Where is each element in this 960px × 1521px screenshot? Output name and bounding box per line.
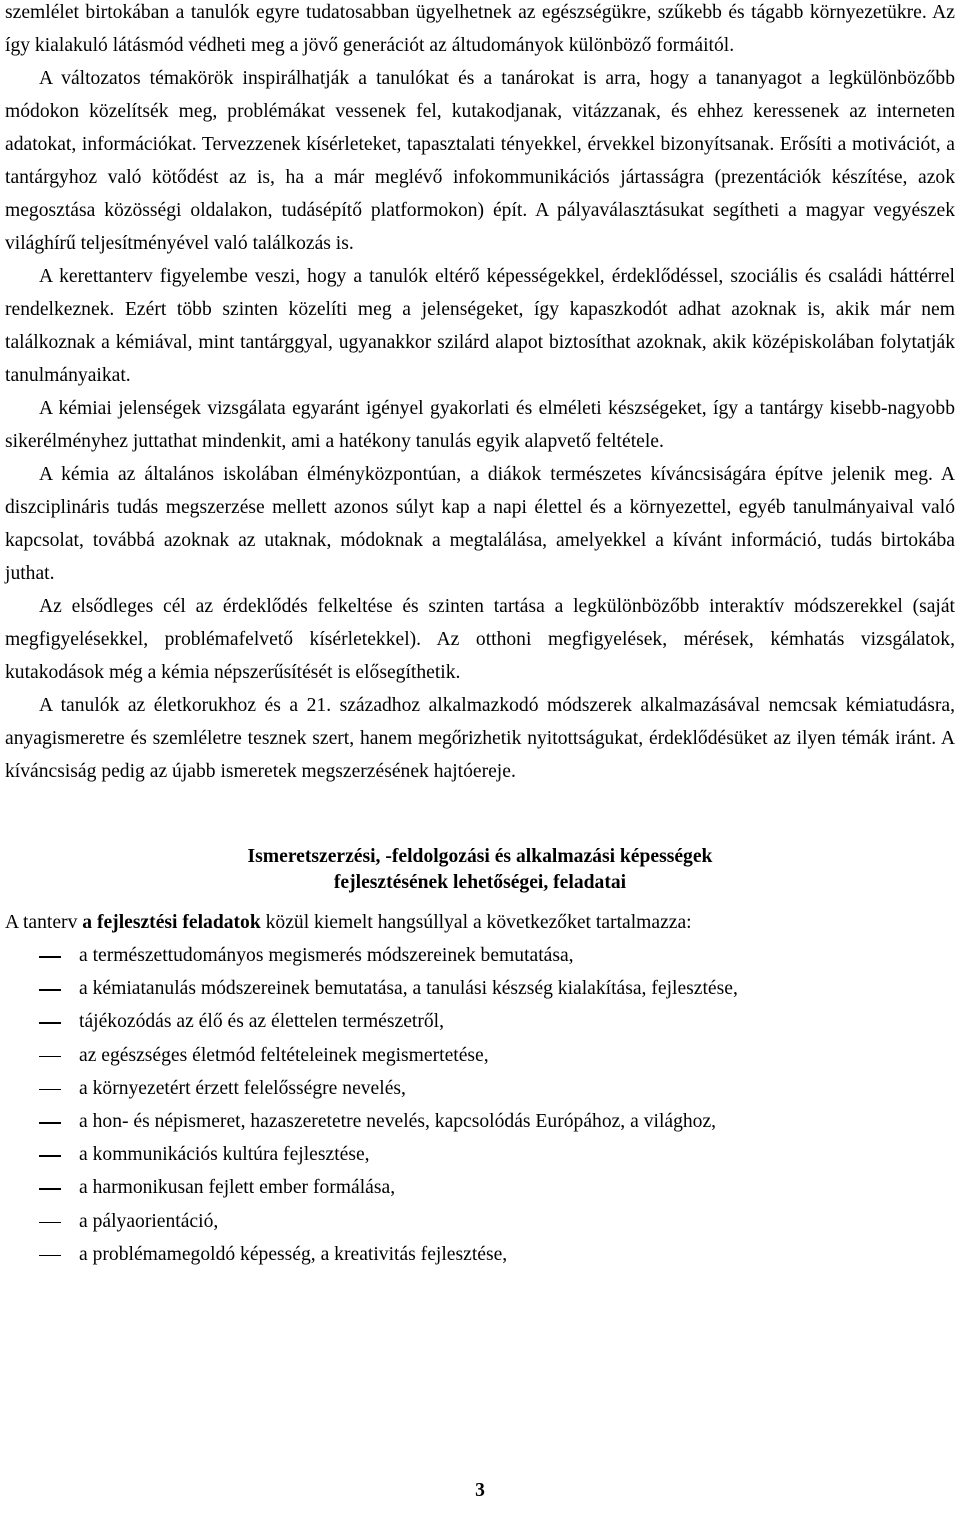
- list-item: [5, 1039, 955, 1072]
- dash-bullet-icon: [39, 1089, 61, 1091]
- list-item-text: a problémamegoldó képesség, a kreativitás fejlesztése,: [79, 1243, 508, 1265]
- paragraph-goal: Az elsődleges cél az érdeklődés felkeltése és szinten tartása a legkülönbözőbb interaktív módszerekkel (saját megfigyelésekkel, problémafelvető kísérletekkel). Az otthoni megfigyelések, mérések, kémhatás vizsgálatok, kutakodások még a kémia népszerűsítését is elősegíthetik.: [5, 596, 955, 683]
- list-item-text: a kommunikációs kultúra fejlesztése,: [79, 1144, 370, 1166]
- dash-bullet-icon: [39, 1188, 61, 1190]
- dash-bullet-icon: [39, 1155, 61, 1157]
- tasks-intro-bold: a fejlesztési feladatok: [82, 912, 261, 933]
- list-item: [5, 1238, 955, 1271]
- dash-bullet-icon: [39, 1222, 61, 1224]
- paragraph-curriculum: A kerettanterv figyelembe veszi, hogy a tanulók eltérő képességekkel, érdeklődéssel, szociális és családi háttérrel rendelkeznek. Ezért több szinten közelíti meg a jelenségeket, így kapaszkodót adhat azoknak is, akik már nem találkoznak a kémiával, mint tantárggyal, ugyanakkor szilárd alapot biztosíthat azoknak, akik középiskolában folytatják tanulmányaikat.: [5, 266, 955, 386]
- list-item-text: a kémiatanulás módszereinek bemutatása, a tanulási készség kialakítása, fejlesztése,: [79, 978, 738, 1000]
- list-item: [5, 972, 955, 1005]
- list-item-text: a hon- és népismeret, hazaszeretetre nevelés, kapcsolódás Európához, a világhoz,: [79, 1111, 717, 1133]
- list-item-text: az egészséges életmód feltételeinek megismertetése,: [79, 1044, 489, 1066]
- dash-bullet-icon: [39, 1022, 61, 1024]
- paragraph-methods: A tanulók az életkorukhoz és a 21. századhoz alkalmazkodó módszerek alkalmazásával nemcsak kémiatudásra, anyagismeretre és szemléletre tesznek szert, hanem megőrizhetik nyitottságukat, érdeklődésüket az ilyen témák iránt. A kíváncsiság pedig az újabb ismeretek megszerzésének hajtóereje.: [5, 695, 955, 782]
- section-heading-line-1: Ismeretszerzési, -feldolgozási és alkalmazási képességek: [247, 846, 713, 867]
- document-page: [5, 0, 955, 1271]
- paragraph-experience: A kémia az általános iskolában élményközpontúan, a diákok természetes kíváncsiságára építve jelenik meg. A diszciplináris tudás megszerzése mellett azonos súlyt kap a napi élettel és a környezettel, egyéb tanulmányaival való kapcsolat, továbbá azoknak az utaknak, módoknak a megtalálása, amelyekkel a kívánt információ, tudás birtokába juthat.: [5, 464, 955, 584]
- list-item: [5, 1072, 955, 1105]
- list-item-text: tájékozódás az élő és az élettelen természetről,: [79, 1011, 445, 1033]
- list-item: [5, 1005, 955, 1038]
- task-list: [5, 939, 955, 1271]
- paragraph-continuation: szemlélet birtokában a tanulók egyre tudatosabban ügyelhetnek az egészségükre, szűkebb és tágabb környezetükre. Az így kialakuló látásmód védheti meg a jövő generációt az áltudományok különböző formáitól.: [5, 2, 955, 56]
- list-item-text: a pályaorientáció,: [79, 1210, 219, 1232]
- section-heading-line-2: fejlesztésének lehetőségei, feladatai: [333, 872, 627, 893]
- dash-bullet-icon: [39, 1255, 61, 1257]
- tasks-intro: [5, 906, 955, 939]
- paragraph-topics: A változatos témakörök inspirálhatják a tanulókat és a tanárokat is arra, hogy a tananyagot a legkülönbözőbb módokon közelítsék meg, problémákat vessenek fel, kutakodjanak, vitázzanak, és ehhez keressenek az interneten adatokat, információkat. Tervezzenek kísérleteket, tapasztalati tényekkel, érvekkel bizonyítsanak. Erősíti a motivációt, a tantárgyhoz való kötődést az is, ha a már meglévő infokommunikációs jártasságra (prezentációk készítése, azok megosztása közösségi oldalakon, tudásépítő platformokon) épít. A pályaválasztásukat segítheti a magyar vegyészek világhírű teljesítményével való találkozás is.: [5, 68, 955, 254]
- dash-bullet-icon: [39, 989, 61, 991]
- list-item-text: a természettudományos megismerés módszereinek bemutatása,: [79, 945, 574, 966]
- list-item: [5, 1138, 955, 1171]
- list-item-text: a környezetért érzett felelősségre nevelés,: [79, 1077, 406, 1099]
- dash-bullet-icon: [39, 1122, 61, 1124]
- section-heading: [5, 844, 955, 896]
- list-item: [5, 1205, 955, 1238]
- dash-bullet-icon: [39, 956, 61, 958]
- list-item-text: a harmonikusan fejlett ember formálása,: [79, 1177, 396, 1199]
- list-item: [5, 1171, 955, 1204]
- paragraph-phenomena: A kémiai jelenségek vizsgálata egyaránt igényel gyakorlati és elméleti készségeket, így a tantárgy kisebb-nagyobb sikerélményhez juttathat mindenkit, ami a hatékony tanulás egyik alapvető feltétele.: [5, 398, 955, 452]
- tasks-intro-after: közül kiemelt hangsúllyal a következőket tartalmazza:: [260, 912, 692, 933]
- dash-bullet-icon: [39, 1056, 61, 1058]
- list-item: [5, 1105, 955, 1138]
- list-item: [5, 939, 955, 972]
- page-number: 3: [475, 1480, 485, 1501]
- tasks-intro-before: A tanterv: [5, 912, 83, 933]
